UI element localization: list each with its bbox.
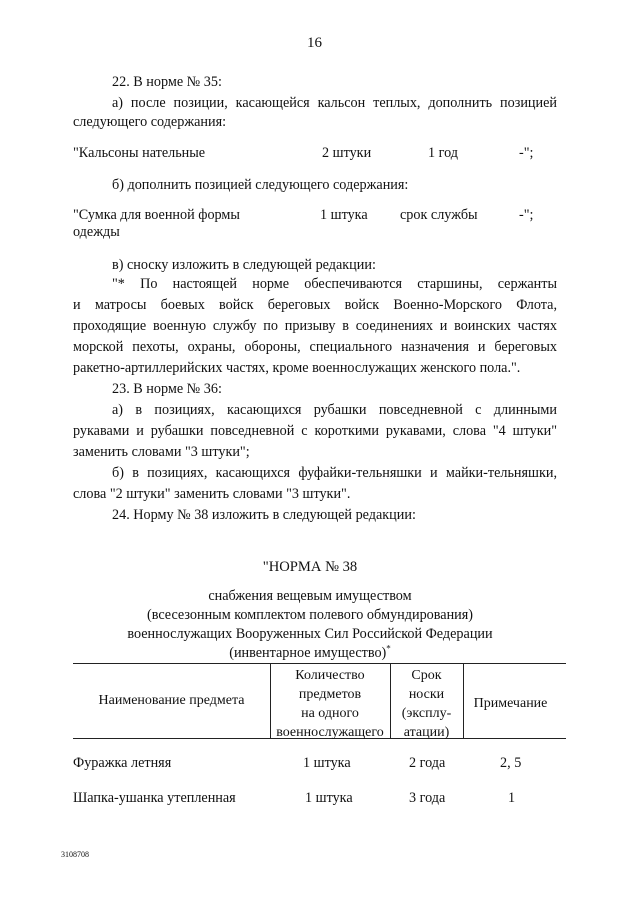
table-header-term-line-2: носки (408, 687, 445, 702)
page-number: 16 (307, 35, 322, 51)
item-23-b-line-2: слова "2 штуки" заменить словами "3 штуки". (73, 486, 351, 502)
item-24: 24. Норму № 38 изложить в следующей редакции: (112, 507, 416, 523)
table-row-1-term: 2 года (409, 755, 446, 771)
table-header-qty-line-4: военнослужащего (276, 725, 384, 740)
table-top-rule (73, 663, 566, 664)
table-row-1-qty: 1 штука (303, 755, 351, 771)
footnote-line-3: проходящие военную службу по призыву в соединениях и воинских частях (73, 318, 557, 334)
item-22-title: 22. В норме № 35: (112, 74, 222, 90)
table-header-qty (270, 666, 390, 742)
norm-subtitle-line-3: военнослужащих Вооруженных Сил Российской Федерации (127, 626, 493, 642)
item-22-a-line-2: следующего содержания: (73, 114, 227, 130)
table-row-2-term: 3 года (409, 790, 446, 806)
row2-name-line-2: одежды (73, 224, 120, 240)
document-code: 3108708 (61, 850, 89, 859)
table-header-qty-line-1: Количество (295, 668, 365, 683)
norm-title: "НОРМА № 38 (262, 559, 358, 575)
row1-term: 1 год (428, 145, 459, 161)
item-22-a-line-1: а) после позиции, касающейся кальсон теплых, дополнить позицией (112, 95, 557, 111)
item-23-a-line-2: рукавами и рубашки повседневной с короткими рукавами, слова "4 штуки" (73, 423, 557, 439)
row2-note: -"; (519, 207, 534, 223)
item-23-b-line-1: б) в позициях, касающихся фуфайки-тельняшки и майки-тельняшки, (112, 465, 557, 481)
row2-term: срок службы (400, 207, 478, 223)
norm-subtitle-line-4-text: (инвентарное имущество) (229, 645, 387, 661)
row1-qty: 2 штуки (322, 145, 372, 161)
table-header-term-line-3: (эксплу- (401, 706, 452, 721)
row2-qty: 1 штука (320, 207, 368, 223)
table-header-term-line-1: Срок (411, 668, 442, 683)
item-22-v: в) сноску изложить в следующей редакции: (112, 257, 376, 273)
table-row-1-note: 2, 5 (500, 755, 522, 771)
table-header-name: Наименование предмета (98, 693, 245, 708)
item-23-a-line-1: а) в позициях, касающихся рубашки повседневной с длинными (112, 402, 557, 418)
table-header-note: Примечание (473, 696, 548, 711)
norm-subtitle-line-2: (всесезонным комплектом полевого обмундирования) (146, 607, 474, 623)
footnote-line-1: "* По настоящей норме обеспечиваются старшины, сержанты (112, 276, 557, 292)
norm-subtitle-line-1: снабжения вещевым имуществом (208, 588, 412, 604)
table-header-term-line-4: атации) (403, 725, 450, 740)
table-row-2-note: 1 (508, 790, 516, 806)
footnote-line-2: и матросы боевых войск береговых войск Военно-Морского Флота, (73, 297, 557, 313)
footnote-line-5: ракетно-артиллерийских частях, кроме военнослужащих женского пола.". (73, 360, 521, 376)
table-header-qty-line-2: предметов (298, 687, 362, 702)
item-22-b: б) дополнить позицией следующего содержания: (112, 177, 409, 193)
table-header-term (390, 666, 463, 742)
row2-name-line-1: "Сумка для военной формы (73, 207, 240, 223)
footnote-mark: * (386, 643, 391, 654)
table-row-2-name: Шапка-ушанка утепленная (73, 790, 236, 806)
norm-subtitle-line-4 (60, 643, 560, 661)
table-row-1-name: Фуражка летняя (73, 755, 172, 771)
row1-note: -"; (519, 145, 534, 161)
table-row-2-qty: 1 штука (305, 790, 353, 806)
footnote-line-4: морской пехоты, охраны, обороны, специального назначения и береговых (73, 339, 557, 355)
item-23-title: 23. В норме № 36: (112, 381, 222, 397)
row1-name: "Кальсоны нательные (73, 145, 206, 161)
table-header-qty-line-3: на одного (301, 706, 359, 721)
item-23-a-line-3: заменить словами "3 штуки"; (73, 444, 250, 460)
